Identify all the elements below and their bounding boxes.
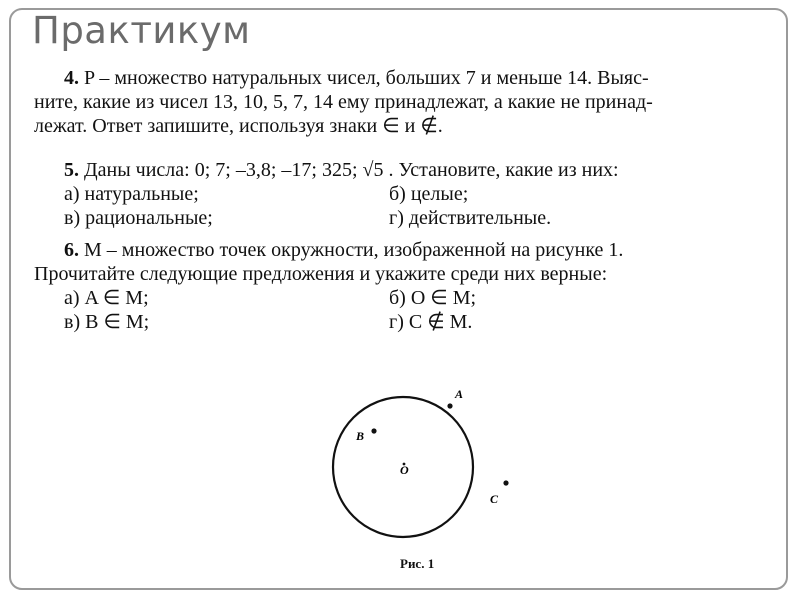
task-6-line-2: Прочитайте следующие предложения и укажите среди них верные: (34, 263, 608, 285)
task-5-option-a: а) натуральные; (64, 183, 199, 205)
task-6-line-1: 6. M – множество точек окружности, изображенной на рисунке 1. (64, 239, 624, 261)
figure-circle-diagram (300, 370, 540, 570)
task-5-option-c: в) рациональные; (64, 207, 213, 229)
label-b: B (356, 429, 365, 443)
task-4-line-1: 4. P – множество натуральных чисел, больших 7 и меньше 14. Выяс- (64, 67, 649, 89)
task-5-options-row-1 (34, 182, 774, 206)
task-6-option-c: в) B ∈ M; (64, 311, 150, 333)
label-c: C (490, 492, 499, 506)
task-5-number: 5. (64, 159, 79, 181)
label-o: O (400, 463, 409, 477)
task-4 (34, 66, 774, 138)
task-5-line-1: 5. Даны числа: 0; 7; –3,8; –17; 325; √5 . Установите, какие из них: (64, 159, 619, 181)
task-6-number: 6. (64, 239, 79, 261)
task-4-line-2: ните, какие из чисел 13, 10, 5, 7, 14 ему принадлежат, а какие не принад- (34, 91, 653, 113)
task-5 (34, 158, 774, 230)
slide-title: Практикум (32, 9, 251, 52)
label-a: A (455, 387, 464, 401)
task-6 (34, 238, 774, 334)
task-5-options-row-2 (34, 206, 774, 230)
task-6-options-row-1 (34, 286, 774, 310)
task-5-option-d: г) действительные. (389, 207, 552, 229)
point-c (503, 480, 508, 485)
task-4-number: 4. (64, 67, 79, 89)
point-a (447, 403, 452, 408)
figure-caption: Рис. 1 (400, 556, 435, 571)
task-5-option-b: б) целые; (389, 183, 469, 205)
task-6-options-row-2 (34, 310, 774, 334)
task-6-option-b: б) O ∈ M; (389, 287, 477, 309)
task-4-line-3: лежат. Ответ запишите, используя знаки ∈ и ∉. (34, 115, 443, 137)
task-6-option-a: а) A ∈ M; (64, 287, 149, 309)
point-b (371, 428, 376, 433)
task-6-option-d: г) C ∉ M. (389, 311, 473, 333)
